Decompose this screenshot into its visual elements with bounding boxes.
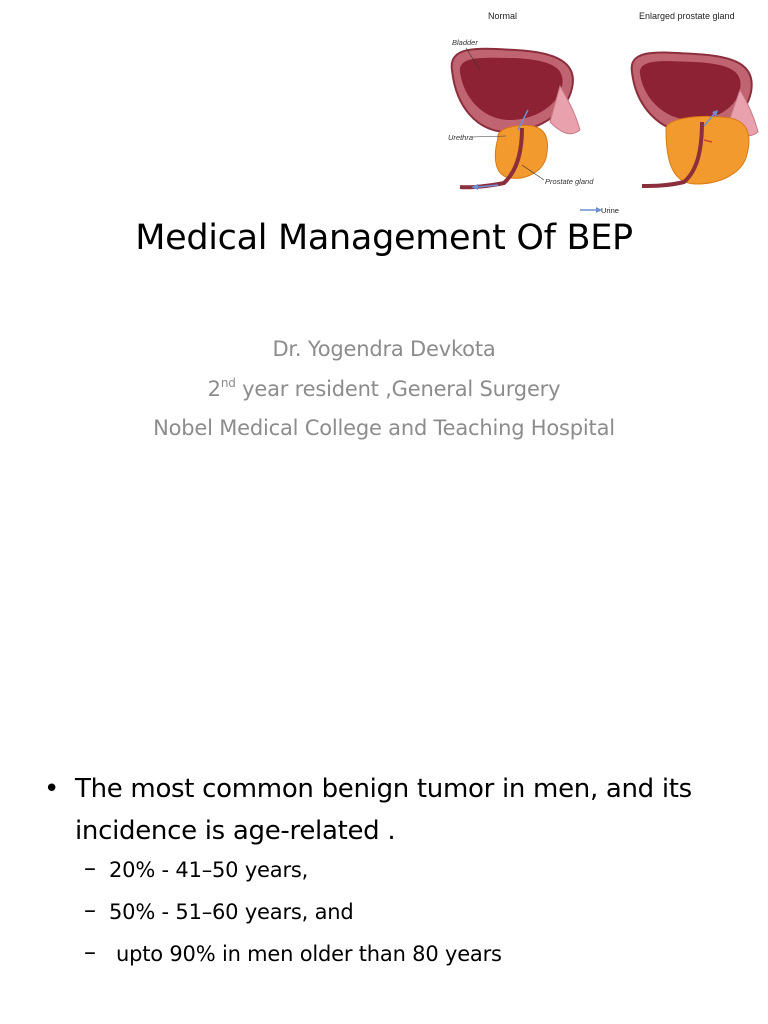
age-incidence-list [84, 852, 724, 978]
author-name: Dr. Yogendra Devkota [272, 337, 496, 361]
institution: Nobel Medical College and Teaching Hospital [153, 416, 615, 440]
prostate-diagram [440, 0, 768, 220]
list-item [84, 936, 724, 978]
author-role [0, 376, 768, 401]
role-description: year resident ,General Surgery [235, 377, 561, 401]
role-ordinal: 2 [207, 377, 221, 401]
label-normal: Normal [488, 11, 518, 21]
dash-marker: – [84, 854, 96, 882]
normal-bladder [452, 49, 580, 134]
label-bladder: Bladder [452, 38, 478, 47]
list-item [84, 894, 724, 936]
label-urine: Urine [601, 206, 619, 215]
prostate-illustration [440, 0, 768, 220]
slide-title: Medical Management Of BEP [135, 218, 633, 258]
dash-marker: – [84, 938, 96, 966]
main-bullet [44, 768, 734, 852]
main-bullet-text: The most common benign tumor in men, and its incidence is age-related . [75, 774, 692, 846]
label-urethra: Urethra [448, 133, 474, 142]
label-prostate: Prostate gland [545, 177, 594, 186]
list-item-text: upto 90% in men older than 80 years [116, 942, 502, 966]
bullet-marker: • [44, 774, 60, 804]
role-ordinal-suffix: nd [220, 376, 236, 390]
list-item-text: 20% - 41–50 years, [109, 858, 309, 882]
dash-marker: – [84, 896, 96, 924]
title-slide [0, 0, 768, 498]
list-item [84, 852, 724, 894]
list-item-text: 50% - 51–60 years, and [109, 900, 354, 924]
label-enlarged: Enlarged prostate gland [639, 11, 735, 21]
